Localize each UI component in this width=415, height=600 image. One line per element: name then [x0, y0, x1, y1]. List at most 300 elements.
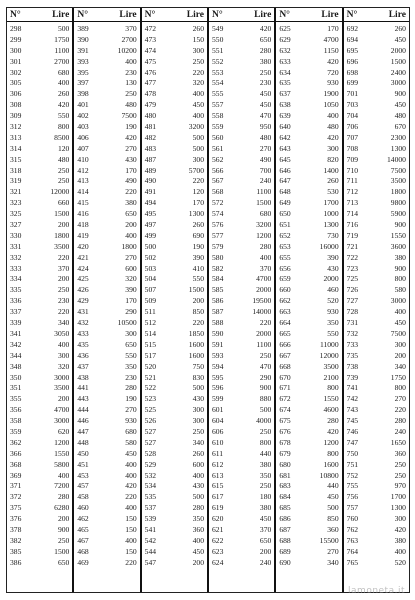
row-value: 350: [259, 470, 272, 480]
row-number: 539: [144, 514, 157, 524]
row-number: 527: [144, 437, 157, 447]
row-number: 489: [144, 165, 157, 175]
row-value: 130: [125, 78, 137, 88]
table-row: [142, 536, 207, 547]
row-value: 400: [125, 459, 137, 469]
table-row: [7, 318, 72, 329]
table-row: [276, 176, 341, 187]
row-number: 703: [346, 100, 359, 110]
table-row: [74, 68, 139, 79]
table-row: [142, 166, 207, 177]
table-row: [142, 405, 207, 416]
row-number: 482: [144, 132, 157, 142]
row-number: 579: [211, 241, 224, 251]
table-row: [209, 220, 274, 231]
row-number: 342: [10, 339, 22, 349]
row-number: 588: [211, 318, 224, 328]
row-value: 1200: [323, 437, 339, 447]
row-value: 7500: [390, 328, 406, 338]
table-row: [142, 46, 207, 57]
row-number: 406: [77, 132, 89, 142]
row-value: 430: [125, 154, 137, 164]
row-value: 240: [394, 426, 406, 436]
row-number: 681: [279, 470, 291, 480]
table-row: [7, 351, 72, 362]
row-value: 680: [259, 209, 272, 219]
table-row: [344, 274, 409, 285]
row-value: 1550: [323, 394, 339, 404]
row-number: 350: [10, 372, 22, 382]
row-value: 520: [394, 557, 406, 567]
row-value: 690: [192, 230, 204, 240]
table-row: [7, 100, 72, 111]
row-number: 532: [144, 470, 157, 480]
row-number: 448: [77, 437, 89, 447]
row-value: 1550: [390, 230, 406, 240]
table-row: [276, 362, 341, 373]
row-value: 250: [259, 426, 272, 436]
row-value: 500: [57, 24, 70, 33]
row-value: 10200: [117, 45, 137, 55]
row-number: 666: [279, 339, 291, 349]
row-value: 190: [125, 122, 137, 132]
row-number: 432: [77, 318, 89, 328]
row-number: 580: [211, 252, 224, 262]
row-number: 416: [77, 209, 89, 219]
table-row: [74, 503, 139, 514]
row-number: 663: [279, 307, 291, 317]
row-value: 450: [192, 100, 204, 110]
row-value: 250: [192, 426, 204, 436]
table-row: [142, 133, 207, 144]
table-row: [142, 351, 207, 362]
table-row: [276, 427, 341, 438]
table-row: [276, 351, 341, 362]
row-number: 739: [346, 372, 359, 382]
row-number: 678: [279, 437, 291, 447]
row-number: 557: [211, 100, 224, 110]
row-number: 721: [346, 241, 359, 251]
row-value: 400: [192, 111, 204, 121]
table-row: [344, 198, 409, 209]
table-row: [7, 558, 72, 569]
row-number: 355: [10, 394, 22, 404]
row-number: 723: [346, 263, 359, 273]
row-number: 535: [144, 492, 157, 502]
row-number: 668: [279, 361, 291, 371]
table-row: [74, 100, 139, 111]
row-number: 652: [279, 230, 291, 240]
row-value: 180: [259, 492, 272, 502]
row-value: 450: [259, 89, 272, 99]
row-number: 305: [10, 78, 22, 88]
row-number: 312: [10, 122, 22, 132]
row-number: 619: [211, 503, 224, 513]
row-number: 389: [77, 24, 89, 33]
table-row: [209, 57, 274, 68]
row-number: 359: [10, 426, 22, 436]
table-row: [142, 471, 207, 482]
row-value: 420: [327, 426, 339, 436]
row-number: 750: [346, 448, 359, 458]
table-row: [7, 209, 72, 220]
row-value: 400: [125, 470, 137, 480]
row-number: 574: [211, 209, 224, 219]
table-row: [344, 242, 409, 253]
column-header: [74, 8, 139, 22]
table-row: [344, 296, 409, 307]
table-row: [276, 187, 341, 198]
row-number: 550: [211, 34, 224, 44]
row-number: 503: [144, 263, 157, 273]
table-row: [344, 176, 409, 187]
row-value: 480: [394, 111, 406, 121]
table-row: [74, 176, 139, 187]
table-row: [209, 492, 274, 503]
row-number: 726: [346, 285, 359, 295]
table-row: [142, 340, 207, 351]
row-value: 430: [192, 394, 204, 404]
row-value: 580: [125, 437, 137, 447]
row-value: 930: [327, 78, 339, 88]
row-value: 6280: [54, 503, 70, 513]
row-value: 380: [259, 56, 272, 66]
row-number: 633: [279, 56, 291, 66]
table-row: [209, 89, 274, 100]
row-number: 662: [279, 296, 291, 306]
row-number: 517: [144, 350, 157, 360]
table-row: [209, 155, 274, 166]
row-value: 2400: [390, 67, 406, 77]
table-row: [344, 144, 409, 155]
table-row: [7, 35, 72, 46]
column-body: [74, 22, 139, 592]
row-number: 527: [144, 426, 157, 436]
table-row: [74, 416, 139, 427]
row-value: 270: [125, 143, 137, 153]
table-row: [344, 525, 409, 536]
row-number: 348: [10, 361, 22, 371]
row-number: 708: [346, 143, 359, 153]
table-row: [142, 460, 207, 471]
table-row: [74, 274, 139, 285]
table-row: [209, 405, 274, 416]
table-row: [7, 536, 72, 547]
row-number: 362: [10, 437, 22, 447]
table-row: [74, 383, 139, 394]
table-row: [142, 155, 207, 166]
row-number: 686: [279, 514, 291, 524]
row-number: 529: [144, 459, 157, 469]
row-value: 3500: [54, 241, 70, 251]
row-value: 250: [259, 350, 272, 360]
row-number: 481: [144, 122, 157, 132]
row-value: 270: [125, 252, 137, 262]
table-row: [344, 503, 409, 514]
table-row: [142, 198, 207, 209]
row-number: 617: [211, 492, 224, 502]
table-row: [276, 503, 341, 514]
row-value: 1100: [54, 45, 70, 55]
table-row: [7, 416, 72, 427]
table-row: [142, 122, 207, 133]
row-value: 900: [394, 263, 406, 273]
row-number: 743: [346, 405, 359, 415]
row-value: 360: [394, 448, 406, 458]
table-row: [209, 481, 274, 492]
row-number: 566: [211, 165, 224, 175]
row-value: 420: [394, 524, 406, 534]
row-number: 728: [346, 307, 359, 317]
row-number: 319: [10, 176, 22, 186]
row-number: 382: [10, 535, 22, 545]
row-number: 376: [10, 514, 22, 524]
table-row: [276, 155, 341, 166]
row-value: 1500: [256, 198, 272, 208]
row-value: 3200: [188, 122, 204, 132]
table-row: [7, 46, 72, 57]
row-number: 521: [144, 372, 157, 382]
table-row: [74, 547, 139, 558]
row-number: 746: [346, 426, 359, 436]
row-number: 576: [211, 220, 224, 230]
row-number: 509: [144, 296, 157, 306]
table-row: [74, 144, 139, 155]
row-value: 270: [394, 394, 406, 404]
row-value: 450: [259, 514, 272, 524]
table-row: [276, 68, 341, 79]
row-value: 10500: [117, 318, 137, 328]
column-header: [7, 8, 72, 22]
table-row: [276, 166, 341, 177]
row-number: 475: [144, 56, 157, 66]
row-number: 507: [144, 285, 157, 295]
row-number: 712: [346, 187, 359, 197]
row-number: 457: [77, 481, 89, 491]
table-row: [344, 231, 409, 242]
header-number-label: N°: [279, 9, 290, 20]
row-value: 520: [327, 296, 339, 306]
row-value: 170: [125, 296, 137, 306]
row-value: 400: [394, 546, 406, 556]
table-row: [142, 438, 207, 449]
table-row: [209, 373, 274, 384]
row-value: 380: [259, 503, 272, 513]
table-row: [74, 471, 139, 482]
row-number: 344: [10, 350, 22, 360]
row-value: 750: [192, 361, 204, 371]
row-value: 360: [327, 524, 339, 534]
row-value: 700: [259, 165, 272, 175]
row-number: 585: [211, 285, 224, 295]
table-row: [344, 416, 409, 427]
row-number: 554: [211, 78, 224, 88]
row-number: 502: [144, 252, 157, 262]
row-value: 280: [259, 241, 272, 251]
row-number: 402: [77, 111, 89, 121]
row-number: 520: [144, 361, 157, 371]
row-value: 450: [192, 546, 204, 556]
table-row: [7, 329, 72, 340]
table-row: [74, 253, 139, 264]
row-number: 659: [279, 274, 291, 284]
row-number: 472: [144, 24, 157, 33]
table-row: [142, 296, 207, 307]
row-number: 491: [144, 187, 157, 197]
table-row: [142, 558, 207, 569]
row-value: 350: [327, 318, 339, 328]
row-value: 200: [125, 220, 137, 230]
table-row: [7, 460, 72, 471]
table-row: [344, 100, 409, 111]
row-number: 694: [346, 34, 359, 44]
table-row: [276, 383, 341, 394]
table-row: [74, 231, 139, 242]
row-value: 1200: [256, 230, 272, 240]
table-row: [7, 89, 72, 100]
row-value: 250: [394, 470, 406, 480]
row-number: 431: [77, 307, 89, 317]
row-number: 649: [279, 198, 291, 208]
row-number: 494: [144, 198, 157, 208]
row-number: 725: [346, 274, 359, 284]
row-number: 688: [279, 535, 291, 545]
row-number: 674: [279, 405, 291, 415]
row-value: 280: [394, 416, 406, 426]
table-row: [276, 558, 341, 569]
row-value: 970: [394, 481, 406, 491]
row-value: 400: [192, 535, 204, 545]
row-value: 1050: [323, 100, 339, 110]
table-row: [344, 220, 409, 231]
table-row: [142, 35, 207, 46]
table-row: [7, 68, 72, 79]
row-value: 670: [394, 122, 406, 132]
table-row: [344, 133, 409, 144]
header-number-label: N°: [211, 9, 223, 20]
row-number: 425: [77, 274, 89, 284]
table-row: [74, 285, 139, 296]
table-row: [142, 373, 207, 384]
row-value: 1650: [390, 437, 406, 447]
table-row: [344, 155, 409, 166]
row-value: 2000: [256, 285, 272, 295]
table-row: [276, 449, 341, 460]
table-row: [74, 536, 139, 547]
row-value: 150: [192, 34, 204, 44]
row-value: 12000: [50, 187, 70, 197]
row-number: 308: [10, 100, 22, 110]
row-value: 420: [125, 481, 137, 491]
row-value: 480: [57, 154, 70, 164]
table-row: [276, 144, 341, 155]
row-number: 568: [211, 187, 224, 197]
row-number: 590: [211, 328, 224, 338]
row-value: 420: [327, 56, 339, 66]
row-number: 441: [77, 383, 89, 393]
table-row: [74, 296, 139, 307]
row-number: 685: [279, 503, 291, 513]
table-row: [209, 438, 274, 449]
row-number: 526: [144, 416, 157, 426]
row-number: 321: [10, 187, 22, 197]
row-number: 692: [346, 24, 359, 33]
row-number: 410: [77, 154, 89, 164]
row-value: 5800: [54, 459, 70, 469]
row-number: 648: [279, 187, 291, 197]
row-value: 14000: [252, 307, 272, 317]
table-row: [276, 525, 341, 536]
row-value: 230: [57, 296, 70, 306]
row-value: 390: [192, 252, 204, 262]
table-row: [344, 558, 409, 569]
row-value: 900: [57, 524, 70, 534]
row-value: 450: [259, 100, 272, 110]
row-value: 280: [192, 503, 204, 513]
row-number: 386: [10, 557, 22, 567]
row-number: 483: [144, 143, 157, 153]
row-number: 314: [10, 143, 22, 153]
row-value: 1700: [390, 492, 406, 502]
row-number: 369: [10, 470, 22, 480]
table-row: [74, 111, 139, 122]
row-number: 561: [211, 143, 224, 153]
row-value: 400: [125, 56, 137, 66]
row-number: 341: [10, 328, 22, 338]
row-value: 390: [125, 285, 137, 295]
row-value: 240: [259, 557, 272, 567]
row-value: 280: [327, 416, 339, 426]
table-row: [142, 144, 207, 155]
row-value: 800: [394, 383, 406, 393]
row-value: 400: [327, 111, 339, 121]
row-value: 200: [57, 274, 70, 284]
row-value: 300: [192, 416, 204, 426]
table-row: [7, 220, 72, 231]
row-value: 300: [327, 143, 339, 153]
row-number: 435: [77, 339, 89, 349]
row-value: 550: [192, 274, 204, 284]
row-number: 672: [279, 394, 291, 404]
row-value: 450: [394, 318, 406, 328]
table-row: [142, 307, 207, 318]
row-number: 710: [346, 165, 359, 175]
row-number: 562: [211, 154, 224, 164]
table-row: [344, 111, 409, 122]
table-row: [209, 449, 274, 460]
row-number: 298: [10, 24, 22, 33]
table-row: [74, 492, 139, 503]
row-number: 765: [346, 557, 359, 567]
row-value: 240: [259, 176, 272, 186]
row-number: 727: [346, 296, 359, 306]
table-row: [7, 274, 72, 285]
row-number: 722: [346, 252, 359, 262]
row-value: 500: [192, 132, 204, 142]
row-number: 465: [77, 524, 89, 534]
row-value: 830: [192, 372, 204, 382]
table-row: [7, 198, 72, 209]
row-value: 150: [125, 546, 137, 556]
table-row: [74, 449, 139, 460]
row-value: 400: [125, 535, 137, 545]
row-number: 646: [279, 165, 291, 175]
column-body: [276, 22, 341, 592]
row-value: 320: [192, 78, 204, 88]
row-value: 170: [125, 165, 137, 175]
table-row: [7, 514, 72, 525]
row-value: 800: [57, 122, 70, 132]
